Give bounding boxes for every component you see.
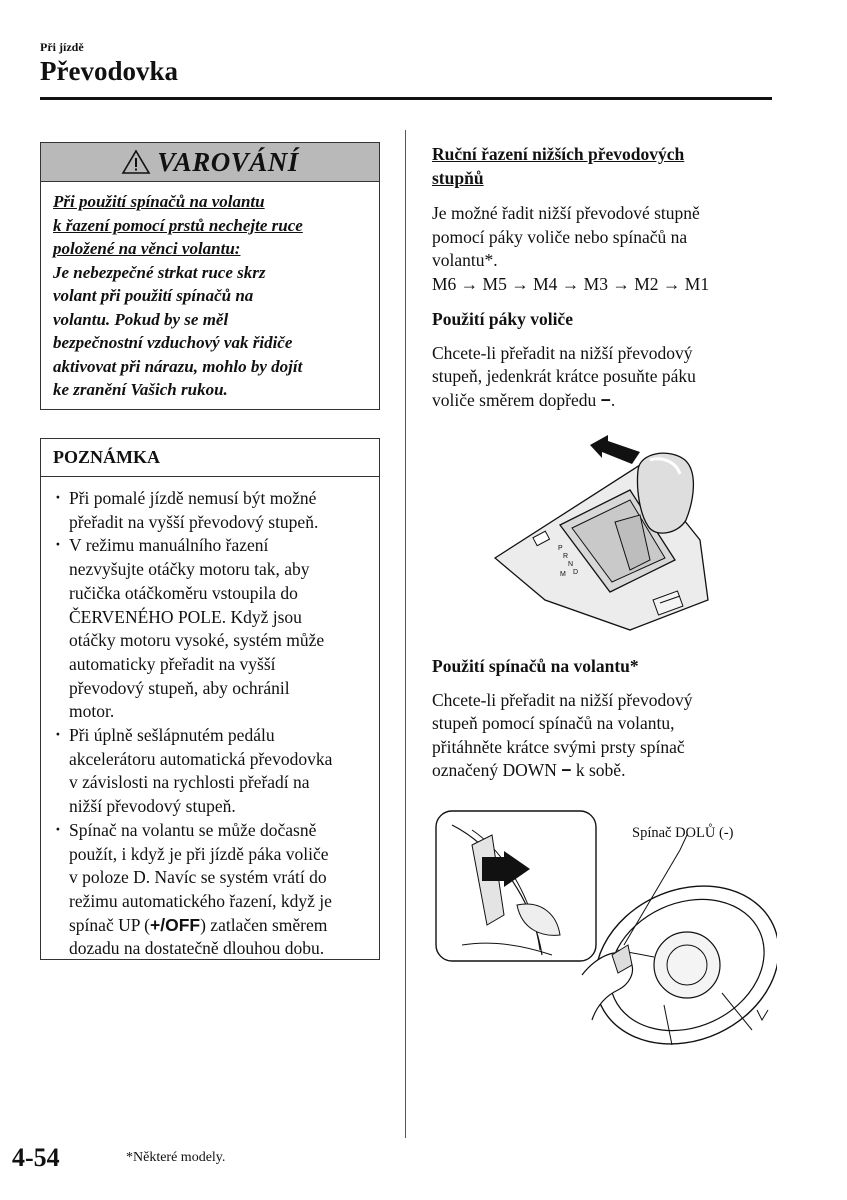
note-text: ) zatlačen směrem [200,914,328,935]
para-line: Je možné řadit nižší převodové stupně [432,203,700,223]
para-text: . [610,389,616,410]
note-line: dozadu na dostatečně dlouhou dobu. [69,938,325,959]
note-line: nižší převodový stupeň. [69,796,236,817]
warning-heading-line: položené na věnci volantu: [53,239,241,258]
note-line: v závislosti na rychlosti přeřadí na [69,772,310,793]
note-line: otáčky motoru vysoké, systém může [69,630,325,651]
note-text: spínač UP ( [69,914,151,935]
shift-lever-illustration [490,430,720,640]
note-line: · Při úplně sešlápnutém pedálu [69,725,275,746]
title-rule [40,97,772,100]
footnote: *Některé modely. [126,1150,226,1165]
note-item [55,724,371,819]
note-item [55,534,371,724]
minus-symbol: − [561,760,572,780]
note-line: · V režimu manuálního řazení [69,535,269,556]
para-line: volantu*. [432,250,498,270]
steering-wheel-illustration [432,805,777,1065]
para-text: k sobě. [571,760,626,780]
warning-text-line: volantu. Pokud by se měl [53,309,229,329]
note-line: automaticky přeřadit na vyšší [69,653,276,674]
gate-letter: N [568,561,574,568]
para-text: voliče směrem dopředu [432,389,601,410]
note-line: použít, i když je při jízdě páka voliče [69,843,329,864]
page-title: Převodovka [40,56,178,86]
manual-downshift-heading [432,142,777,190]
para-line: Chcete-li přeřadit na nižší převodový [432,689,693,710]
note-line: přeřadit na vyšší převodový stupeň. [69,511,319,532]
lever-paragraph [432,342,777,413]
note-item [55,487,371,534]
warning-text-line: ke zranění Vašich rukou. [53,380,228,399]
note-line: · Spínač na volantu se může dočasně [69,819,317,840]
note-line: režimu automatického řazení, když je [69,890,332,911]
switch-heading: Použití spínačů na volantu* [432,656,639,676]
warning-box [40,142,380,410]
warning-header [41,143,379,182]
warning-text-line: volant při použití spínačů na [53,286,254,305]
note-line: převodový stupeň, aby ochránil [69,677,290,698]
right-column [432,142,777,412]
intro-paragraph [432,202,777,296]
figure-label: Spínač DOLŮ (-) [632,825,734,841]
para-line: přitáhněte krátce svými prsty spínač [432,736,685,757]
column-divider [405,130,406,1138]
para-line: stupeň, jedenkrát krátce posuňte páku [432,366,696,386]
note-line [69,914,371,938]
note-line: v poloze D. Navíc se systém vrátí do [69,867,327,888]
para-text: označený DOWN [432,760,562,780]
note-title: POZNÁMKA [41,439,379,477]
gear-sequence: M6 → M5 → M4 → M3 → M2 → M1 [432,273,710,294]
warning-triangle-icon [121,149,151,175]
note-item [55,819,371,961]
gate-letter: R [563,553,569,560]
section-label: Při jízdě [40,40,84,54]
lever-heading: Použití páky voliče [432,309,573,329]
note-line: ručička otáčkoměru vstoupila do [69,582,298,603]
heading-line: Ruční řazení nižších převodových [432,144,685,164]
gate-letter: P [558,545,563,552]
heading-line: stupňů [432,168,484,188]
para-line: stupeň pomocí spínačů na volantu, [432,713,675,733]
page-number: 4-54 [12,1143,60,1172]
para-line [432,759,777,783]
note-line: motor. [69,701,115,722]
gate-letter: M [560,571,566,578]
note-line: nezvyšujte otáčky motoru tak, aby [69,559,310,580]
up-off-symbol: +/OFF [150,914,201,935]
warning-body [41,182,379,402]
warning-text-line: Je nebezpečné strkat ruce skrz [53,262,266,282]
warning-heading-line: Při použití spínačů na volantu [53,192,265,211]
note-list [41,477,379,961]
warning-text-line: bezpečnostní vzduchový vak řidiče [53,333,293,352]
switch-paragraph [432,689,777,783]
note-box [40,438,380,960]
para-line [432,389,777,413]
note-line: akcelerátoru automatická převodovka [69,748,333,769]
warning-text-line: aktivovat při nárazu, mohlo by dojít [53,356,303,376]
warning-title: VAROVÁNÍ [157,146,299,177]
switch-section [432,655,777,783]
gate-letter: D [573,569,579,576]
minus-symbol: − [600,389,611,410]
warning-heading-line: k řazení pomocí prstů nechejte ruce [53,215,303,235]
para-line: pomocí páky voliče nebo spínačů na [432,226,688,247]
note-line: · Při pomalé jízdě nemusí být možné [69,488,317,508]
para-line: Chcete-li přeřadit na nižší převodový [432,342,693,363]
note-line: ČERVENÉHO POLE. Když jsou [69,606,302,627]
